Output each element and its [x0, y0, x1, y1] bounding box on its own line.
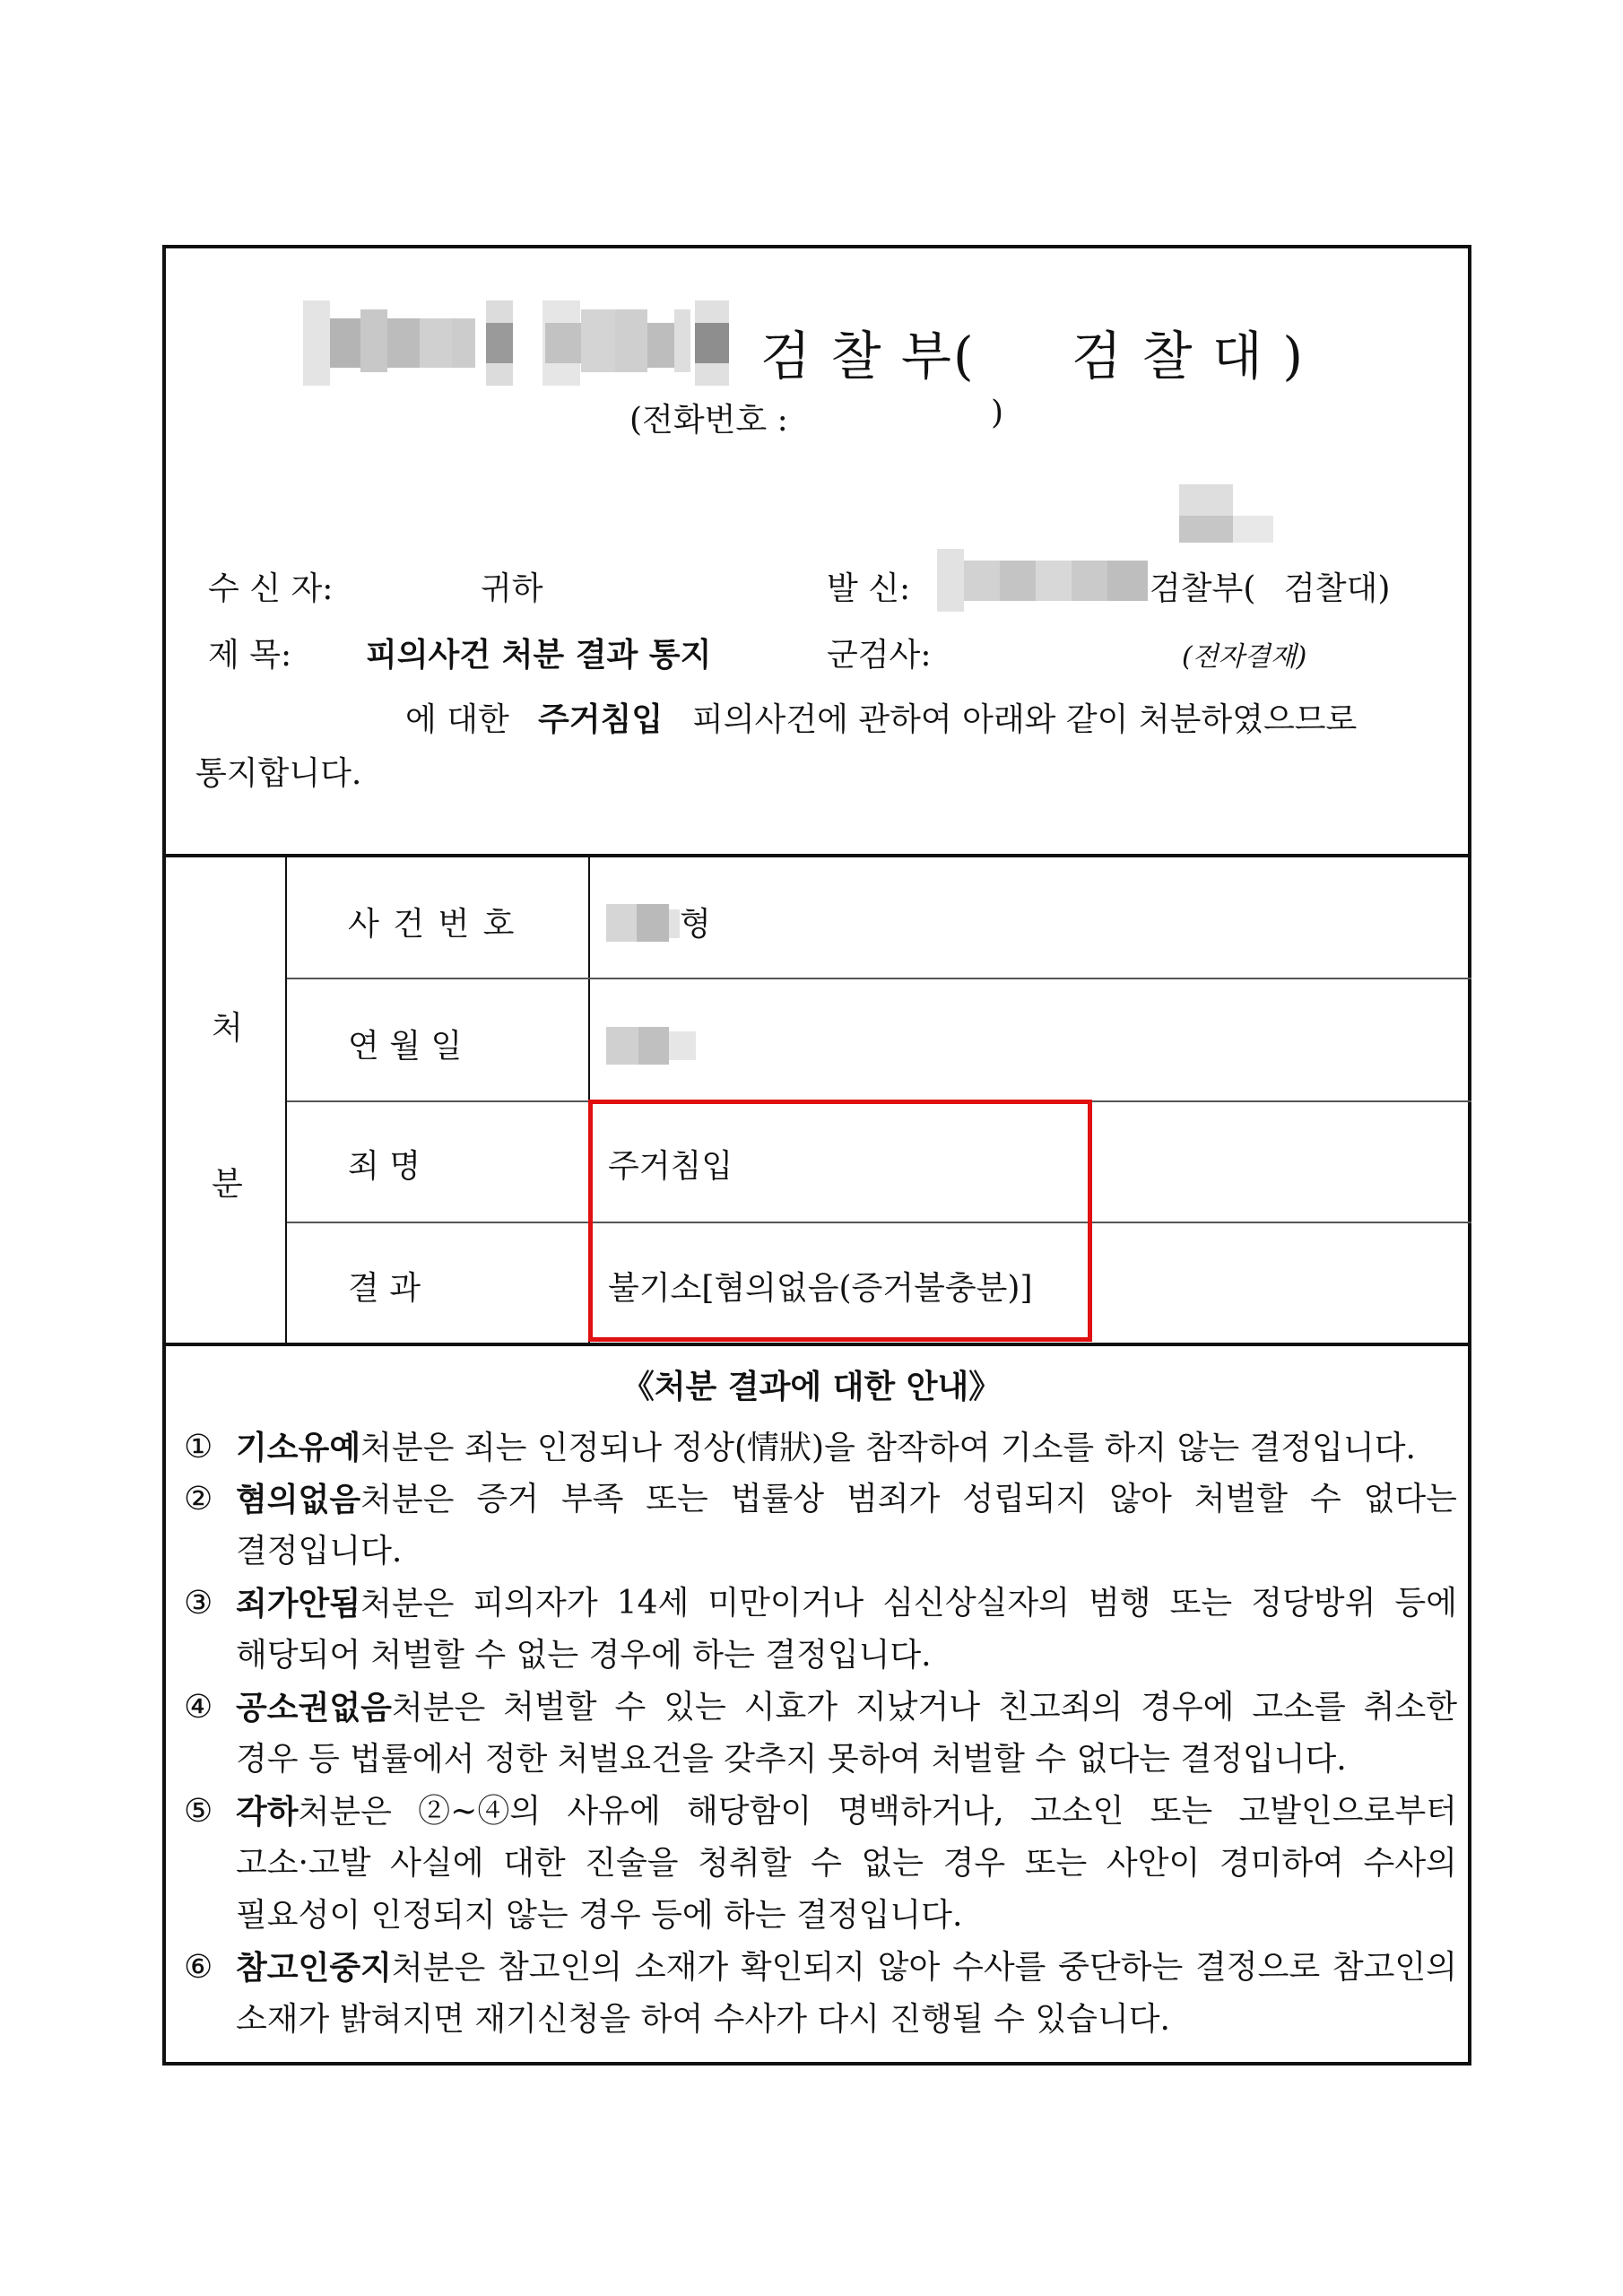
row-value-result: 불기소[혐의없음(증거불충분)]	[608, 1270, 1033, 1307]
subject-value: 피의사건 처분 결과 통지	[366, 636, 712, 674]
guide-word: 사안이	[1106, 1845, 1201, 1882]
guide-word: 죄가안됨처분은	[236, 1585, 455, 1622]
subject-label: 제 목:	[208, 637, 292, 674]
guide-word: 고소·고발	[236, 1845, 371, 1882]
guide-word: 또는	[1150, 1793, 1213, 1830]
guide-word: 진술을	[585, 1845, 679, 1882]
intro-line2: 통지합니다.	[195, 755, 362, 792]
row-label-result: 결 과	[348, 1270, 421, 1307]
guide-word: 고발인으로부터	[1238, 1793, 1457, 1830]
guide-item-line	[184, 1838, 1457, 1890]
guide-item-line	[184, 1682, 1457, 1734]
guide-word: 중단하는	[1058, 1949, 1184, 1986]
guide-word: 않아	[877, 1949, 941, 1986]
guide-word: 수	[614, 1689, 647, 1726]
guide-word: 지났거나	[855, 1689, 981, 1726]
guide-item-text: 해당되어 처벌할 수 없는 경우에 하는 결정입니다.	[236, 1637, 932, 1674]
phone-label: (전화번호 :	[629, 402, 788, 439]
table-side-divider	[285, 854, 287, 1344]
highlight-box	[588, 1100, 1092, 1342]
guide-item-text: 소재가 밝혀지면 재기신청을 하여 수사가 다시 진행될 수 있습니다.	[236, 2001, 1170, 2038]
guide-item-text: 필요성이 인정되지 않는 경우 등에 하는 결정입니다.	[236, 1897, 963, 1934]
row-label-charge: 죄 명	[348, 1148, 421, 1185]
guide-word: 범행	[1089, 1585, 1151, 1622]
guide-item-number: ④	[184, 1689, 213, 1726]
guide-word: ②~④의	[418, 1793, 542, 1830]
guide-word: 참고인중지처분은	[236, 1949, 486, 1987]
guide-word: 시효가	[743, 1689, 838, 1726]
guide-item-line	[184, 1890, 1457, 1942]
guide-title: 《처분 결과에 대한 안내》	[621, 1368, 1002, 1405]
guide-word: 사실에	[390, 1845, 484, 1882]
sender-office: 검찰부(	[1150, 570, 1256, 607]
guide-word: 친고죄의	[998, 1689, 1124, 1726]
guide-word: 않아	[1109, 1481, 1172, 1518]
row-value-case-number: 형	[680, 906, 711, 943]
guide-word: 수사의	[1363, 1845, 1457, 1882]
guide-word: 소재가	[634, 1949, 729, 1986]
guide-word: 명백하거나,	[838, 1793, 1004, 1830]
guide-item-line	[184, 1526, 1457, 1578]
guide-item-line	[184, 1942, 1457, 1994]
guide-word: 증거	[476, 1481, 539, 1518]
guide-word: 결정으로	[1195, 1949, 1321, 1986]
intro-crime: 주거침입	[538, 700, 664, 738]
guide-item-number: ③	[184, 1585, 213, 1622]
side-label-1: 처	[212, 1010, 243, 1047]
recipient-honorific: 귀하	[481, 570, 543, 607]
guide-item-term: 기소유예	[236, 1429, 361, 1466]
guide-word: 수	[1309, 1481, 1341, 1518]
guide-word: 법률상	[730, 1481, 825, 1518]
guide-word: 고소인	[1030, 1793, 1124, 1830]
guide-item-line	[184, 1994, 1457, 2046]
guide-word: 고소를	[1252, 1689, 1346, 1726]
guide-item-line	[184, 1422, 1457, 1474]
sender-label: 발 신:	[827, 570, 911, 607]
guide-word: 취소한	[1363, 1689, 1457, 1726]
guide-word: 심신상실자의	[882, 1585, 1070, 1622]
row-label-date: 연 월 일	[348, 1028, 463, 1065]
intro-post: 피의사건에 관하여 아래와 같이 처분하였으므로	[692, 701, 1358, 738]
guide-word: 미만이거나	[707, 1585, 864, 1622]
guide-word: 피의자가	[473, 1585, 598, 1622]
guide-word: 공소권없음처분은	[236, 1689, 486, 1726]
guide-item-number: ⑥	[184, 1949, 213, 1986]
guide-word: 등에	[1394, 1585, 1457, 1622]
guide-word: 또는	[646, 1481, 708, 1518]
table-row-divider	[287, 978, 1471, 979]
guide-item-line	[184, 1786, 1457, 1838]
guide-word: 청취할	[698, 1845, 792, 1882]
guide-word: 범죄가	[846, 1481, 941, 1518]
guide-word: 정당방위	[1251, 1585, 1376, 1622]
guide-word: 해당함이	[687, 1793, 812, 1830]
guide-word: 경미하여	[1219, 1845, 1344, 1882]
guide-item-number: ②	[184, 1481, 213, 1518]
guide-item-line	[184, 1474, 1457, 1526]
guide-word: 경우에	[1141, 1689, 1235, 1726]
guide-word: 참고인의	[1332, 1949, 1457, 1986]
guide-word: 확인되지	[740, 1949, 866, 1986]
guide-item-number: ①	[184, 1429, 213, 1465]
guide-item-line	[184, 1734, 1457, 1786]
guide-item-line	[184, 1630, 1457, 1682]
prosecutor-signature: (전자결재)	[1182, 641, 1307, 673]
guide-word: 수	[811, 1845, 842, 1882]
unit-name: 검 찰 대 )	[1072, 326, 1306, 387]
guide-word: 처벌할	[1193, 1481, 1289, 1518]
prosecutor-label: 군검사:	[827, 637, 932, 674]
sender-unit: 검찰대)	[1284, 570, 1391, 607]
guide-word: 처벌할	[503, 1689, 597, 1726]
guide-item-text: 경우 등 법률에서 정한 처벌요건을 갖추지 못하여 처벌할 수 없다는 결정입니다.	[236, 1741, 1347, 1778]
guide-word: 없는	[861, 1845, 924, 1882]
guide-word: 혐의없음처분은	[236, 1481, 455, 1518]
guide-item-line	[184, 1578, 1457, 1630]
recipient-label: 수 신 자:	[208, 570, 334, 607]
phone-close: )	[991, 395, 1004, 431]
side-label-2: 분	[212, 1166, 243, 1203]
guide-word: 수사를	[952, 1949, 1046, 1986]
row-value-charge: 주거침입	[608, 1148, 733, 1185]
guide-word: 또는	[1024, 1845, 1088, 1882]
table-top-border	[162, 854, 1471, 857]
guide-item-text: 결정입니다.	[236, 1533, 403, 1570]
guide-word: 사유에	[567, 1793, 661, 1830]
guide-word: 부족	[560, 1481, 624, 1518]
guide-word: 또는	[1169, 1585, 1233, 1622]
guide-word: 경우	[942, 1845, 1006, 1882]
office-suffix: 검 찰 부(	[760, 326, 976, 387]
guide-word: 참고인의	[497, 1949, 623, 1986]
guide-word: 성립되지	[962, 1481, 1088, 1518]
guide-word: 14세	[616, 1585, 690, 1622]
row-label-case-number: 사 건 번 호	[348, 906, 516, 943]
guide-item-number: ⑤	[184, 1793, 213, 1830]
guide-word: 없다는	[1363, 1481, 1457, 1518]
guide-word: 있는	[664, 1689, 726, 1726]
guide-word: 각하처분은	[236, 1793, 392, 1831]
table-bottom-border	[162, 1343, 1471, 1346]
intro-pre: 에 대한	[405, 701, 509, 738]
guide-item-text: 기소유예처분은 죄는 인정되나 정상(情狀)을 참작하여 기소를 하지 않는 결정입니다.	[236, 1429, 1416, 1466]
guide-word: 대한	[503, 1845, 566, 1882]
